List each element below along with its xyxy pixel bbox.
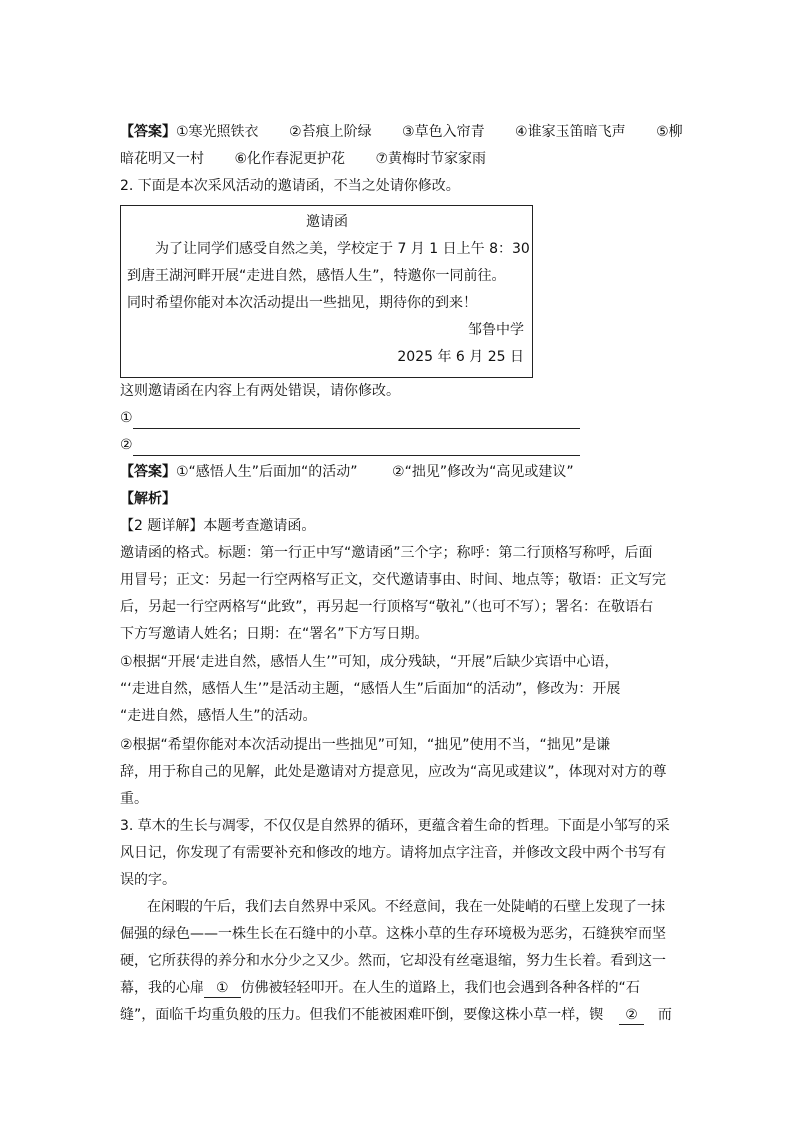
answer-1-item: ⑤柳 <box>656 124 683 140</box>
analysis-paragraph-line: 用冒号；正文：另起一行空两格写正文，交代邀请事由、时间、地点等；敬语：正文写完 <box>120 572 666 588</box>
invitation-body: 同时希望你能对本次活动提出一些拙见，期待你的到来！ <box>127 295 477 311</box>
answer-1-prefix: 【答案】 <box>120 124 176 140</box>
invitation-body: 到唐王湖河畔开展“走进自然，感悟人生”，特邀你一同前往。 <box>127 268 506 284</box>
answer-blank-label: ① <box>120 410 133 426</box>
answer-2 <box>120 461 574 483</box>
answer-1-item: ①寒光照铁衣 <box>176 124 259 140</box>
answer-1-item: ⑦黄梅时节家家雨 <box>375 151 487 167</box>
analysis-heading: 【解析】 <box>120 491 176 507</box>
answer-2-part: ①“感悟人生”后面加“的活动” <box>176 464 358 480</box>
answer-blank-label: ② <box>120 437 133 453</box>
invitation-heading: 邀请函 <box>306 214 348 230</box>
analysis-paragraph-line: ①根据“开展‘走进自然，感悟人生’”可知，成分残缺，“开展”后缺少宾语中心语， <box>120 654 619 670</box>
answer-1-line-2 <box>120 148 486 170</box>
passage-text: 缝”，面临千均重负般的压力。但我们不能被困难吓倒，要像这株小草一样，锲 <box>120 1007 604 1023</box>
passage-line <box>120 1004 672 1026</box>
analysis-paragraph-line: 重。 <box>120 791 148 807</box>
answer-2-prefix: 【答案】 <box>120 464 176 480</box>
passage-line: 倔强的绿色——一株生长在石缝中的小草。这株小草的生存环境极为恶劣，石缝狭窄而坚 <box>120 926 666 942</box>
answer-1-item: ②苔痕上阶绿 <box>289 124 372 140</box>
answer-1-item: ③草色入帘青 <box>402 124 485 140</box>
answer-blank-1[interactable] <box>120 407 580 429</box>
passage-line <box>120 977 640 999</box>
question-3-line: 风日记，你发现了有需要补充和修改的地方。请将加点字注音，并修改文段中两个书写有 <box>120 845 666 861</box>
question-2-title: 2. 下面是本次采风活动的邀请函，不当之处请你修改。 <box>120 178 460 194</box>
invitation-signer: 邹鲁中学 <box>468 322 524 338</box>
detail-heading: 【2 题详解】本题考查邀请函。 <box>120 518 316 534</box>
analysis-paragraph-line: “走进自然，感悟人生”的活动。 <box>120 708 317 724</box>
answer-1-item: 暗花明又一村 <box>120 151 204 167</box>
passage-text: 而 <box>657 1007 672 1023</box>
answer-1-item: ⑥化作春泥更护花 <box>234 151 346 167</box>
passage-text: 仿佛被轻轻叩开。在人生的道路上，我们也会遇到各种各样的“石 <box>240 980 640 996</box>
passage-line: 硬，它所获得的养分和水分少之又少。然而，它却没有丝毫退缩，努力生长着。看到这一 <box>120 953 666 969</box>
passage-line: 在闲暇的午后，我们去自然界中采风。不经意间，我在一处陡峭的石壁上发现了一抹 <box>147 899 665 915</box>
answer-1-item: ④谁家玉笛暗飞声 <box>515 124 626 140</box>
passage-text: 幕，我的心扉 <box>120 980 204 996</box>
question-2-prompt: 这则邀请函在内容上有两处错误，请你修改。 <box>120 383 400 399</box>
question-3-line: 误的字。 <box>120 872 176 888</box>
question-3-line: 3. 草木的生长与凋零，不仅仅是自然界的循环，更蕴含着生命的哲理。下面是小邹写的采 <box>120 818 670 834</box>
fill-blank-2[interactable]: ② <box>619 1006 644 1025</box>
invitation-body: 为了让同学们感受自然之美，学校定于 7 月 1 日上午 8：30 <box>155 241 530 257</box>
answer-blank-line[interactable] <box>133 412 580 429</box>
analysis-paragraph-line: ②根据“希望你能对本次活动提出一些拙见”可知，“拙见”使用不当，“拙见”是谦 <box>120 737 611 753</box>
fill-blank-1[interactable]: ① <box>204 979 241 998</box>
analysis-paragraph-line: 后，另起一行空两格写“此致”，再另起一行顶格写“敬礼”（也可不写）；署名：在敬语右 <box>120 599 654 615</box>
analysis-paragraph-line: 辞，用于称自己的见解，此处是邀请对方提意见，应改为“高见或建议”，体现对对方的尊 <box>120 764 667 780</box>
answer-1-line-1 <box>120 121 683 143</box>
answer-blank-2[interactable] <box>120 434 580 456</box>
answer-blank-line[interactable] <box>133 439 580 456</box>
analysis-paragraph-line: “‘走进自然，感悟人生’”是活动主题，“感悟人生”后面加“的活动”，修改为：开展 <box>120 681 621 697</box>
answer-2-part: ②“拙见”修改为“高见或建议” <box>392 464 574 480</box>
analysis-paragraph-line: 邀请函的格式。标题：第一行正中写“邀请函”三个字；称呼：第二行顶格写称呼，后面 <box>120 545 653 561</box>
analysis-paragraph-line: 下方写邀请人姓名；日期：在“署名”下方写日期。 <box>120 626 429 642</box>
invitation-date: 2025 年 6 月 25 日 <box>397 349 524 365</box>
invitation-box <box>120 205 533 378</box>
